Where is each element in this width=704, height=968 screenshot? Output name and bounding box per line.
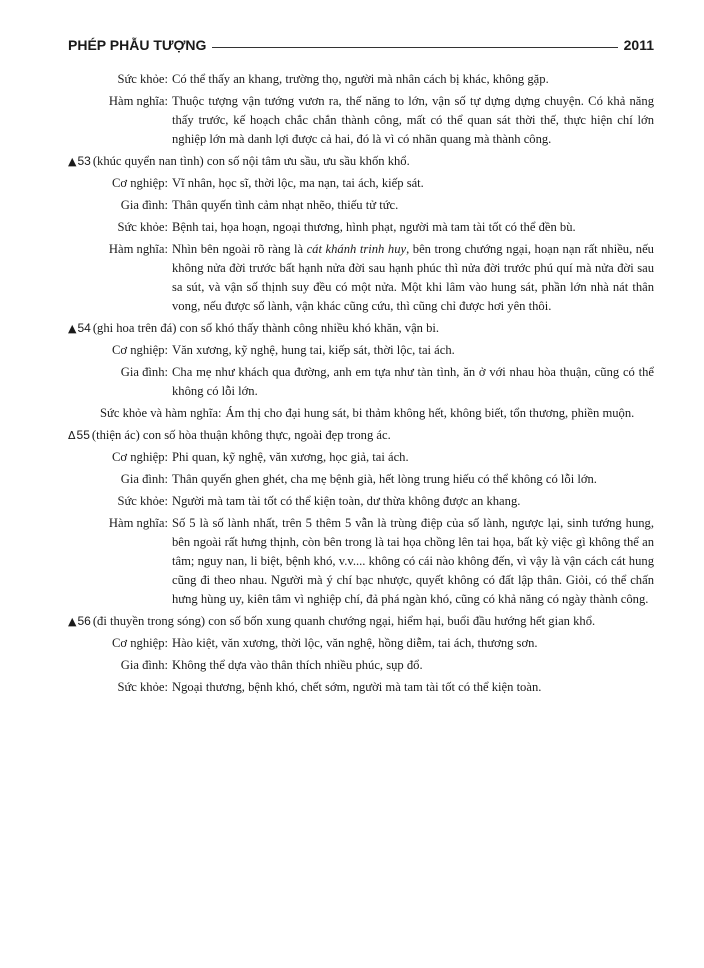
entry-text: Không thể dựa vào thân thích nhiều phúc, sụp đổ. [172, 658, 423, 672]
entry-53-gia-dinh [80, 196, 654, 215]
entry-55-suc-khoe [80, 492, 654, 511]
italic-term: cát khánh trinh huy [306, 242, 407, 256]
entry-label: Cơ nghiệp: [112, 636, 168, 650]
entry-text: Thân quyến tình cảm nhạt nhẽo, thiếu tử tức. [172, 198, 399, 212]
entry-text: Có thể thấy an khang, trường thọ, người mà nhân cách bị khác, không gặp. [172, 72, 549, 86]
entry-label: Hàm nghĩa: [108, 94, 168, 108]
entry-text: Bệnh tai, họa hoạn, ngoại thương, hình phạt, người mà tam tài tốt có thể đền bù. [172, 220, 576, 234]
header-rule [212, 47, 617, 48]
entry-text: Người mà tam tài tốt có thể kiện toàn, dư thừa không được an khang. [172, 494, 521, 508]
entry-54-suc-khoe-ham-nghia [80, 404, 654, 423]
entry-55-gia-dinh [80, 470, 654, 489]
entry-label: Gia đình: [120, 658, 168, 672]
entry-text: Ngoại thương, bệnh khó, chết sớm, người mà tam tài tốt có thể kiện toàn. [172, 680, 542, 694]
entry-text: Cha mẹ như khách qua đường, anh em tựa như tàn tình, ăn ở với nhau hòa thuận, cũng có thể không có lỗi lớn. [172, 365, 654, 398]
entry-label: Gia đình: [120, 198, 168, 212]
entry-55-ham-nghia [80, 514, 654, 609]
entry-label: Gia đình: [120, 365, 168, 379]
text-part: , bên trong chướng ngại, hoạn nạn rất nhiều, nếu không nửa đời trước bất hạnh nửa đời sau hạnh phúc thì nửa đời trước phú quí mà nửa đời sau sa sút, và vận số thịnh suy đều có một nửa. Một khi lâm vào hung sát, phần lớn nhà nát thân vong, nếu được số lành, vận khác cũng cứu, thì cũng chỉ được hơi yên thôi. [172, 242, 654, 313]
entry-label: Cơ nghiệp: [112, 176, 168, 190]
entry-54-gia-dinh [80, 363, 654, 401]
entry-label: Hàm nghĩa: [108, 242, 168, 256]
number-heading-56 [68, 612, 654, 631]
triangle-marker-icon: ▲ [68, 322, 77, 335]
entry-55-co-nghiep [80, 448, 654, 467]
running-header [68, 34, 654, 56]
entry-label: Sức khỏe: [117, 494, 168, 508]
entry-text: Thuộc tượng vận tướng vươn ra, thế năng to lớn, vận số tự dựng dựng chuyện. Có khả năng thấy trước, kế hoạch chắc chắn thành công, mất có thể quan sát thời thế, thực hiện chí lớn nghiệp lớn mà danh lợi được cả hai, đó là vì có nhãn quang mà thành công. [172, 94, 654, 146]
entry-text: Số 5 là số lành nhất, trên 5 thêm 5 vẫn là trùng điệp của số lành, ngược lại, sinh tướng hung, bên ngoài rất hưng thịnh, còn bên trong là tai họa chồng lên tai họa, bất kỳ việc gì không thể an tâm; nguy nan, li biệt, bệnh khó, v.v.... không có cái nào không đến, vì vậy là vận cách cát hung cũng đi theo nhau. Người mà ý chí bạc nhược, quyết không có đất lập thân. Giỏi, có thể chấn hưng hùng uy, kiên tâm vì nghiệp chí, đả phá ngàn khó, cũng có khả năng có ngày thành công. [172, 516, 654, 606]
triangle-marker-icon: ▲ [68, 155, 77, 168]
entry-label: Sức khỏe: [117, 72, 168, 86]
entry-label: Hàm nghĩa: [108, 516, 168, 530]
heading-number: 54 [77, 321, 91, 335]
entry-56-co-nghiep [80, 634, 654, 653]
text-part: Nhìn bên ngoài rõ ràng là [172, 242, 307, 256]
number-heading-54 [68, 319, 654, 338]
triangle-outline-marker-icon: Δ [68, 429, 76, 442]
number-heading-55 [68, 426, 654, 445]
entry-text: Vĩ nhân, học sĩ, thời lộc, ma nạn, tai ách, kiếp sát. [172, 176, 424, 190]
entry-56-gia-dinh [80, 656, 654, 675]
entry-54-co-nghiep [80, 341, 654, 360]
triangle-marker-icon: ▲ [68, 615, 77, 628]
heading-text: (đi thuyền trong sóng) con số bốn xung quanh chướng ngại, hiểm hại, buổi đầu hướng hết gian khổ. [92, 614, 596, 628]
entry-56-suc-khoe [80, 678, 654, 697]
entry-53-co-nghiep [80, 174, 654, 193]
heading-number: 56 [77, 614, 91, 628]
entry-label: Sức khỏe: [117, 220, 168, 234]
entry-label: Cơ nghiệp: [112, 343, 168, 357]
entry-53-suc-khoe [80, 218, 654, 237]
entry-text: Ám thị cho đại hung sát, bi thảm không hết, không biết, tổn thương, phiền muộn. [225, 406, 635, 420]
entry-53-ham-nghia [80, 240, 654, 316]
entry-text: Hào kiệt, văn xương, thời lộc, văn nghệ, hồng diễm, tai ách, thương sơn. [172, 636, 538, 650]
entry-text: Văn xương, kỹ nghệ, hung tai, kiếp sát, thời lộc, tai ách. [172, 343, 455, 357]
intro-ham-nghia [80, 92, 654, 149]
entry-text: Thân quyến ghen ghét, cha mẹ bệnh già, hết lòng trung hiếu có thể không có lỗi lớn. [172, 472, 597, 486]
entry-label: Cơ nghiệp: [112, 450, 168, 464]
heading-number: 53 [77, 154, 91, 168]
chapter-title: PHÉP PHẪU TƯỢNG [68, 37, 207, 53]
entry-text: Phi quan, kỹ nghệ, văn xương, học giả, tai ách. [172, 450, 409, 464]
intro-suc-khoe [80, 70, 654, 89]
heading-number: 55 [76, 428, 90, 442]
entry-label: Sức khỏe và hàm nghĩa: [100, 406, 222, 420]
heading-text: (thiện ác) con số hòa thuận không thực, ngoài đẹp trong ác. [91, 428, 391, 442]
entry-label: Sức khỏe: [117, 680, 168, 694]
number-heading-53 [68, 152, 654, 171]
heading-text: (khúc quyển nan tình) con số nội tâm ưu sầu, ưu sầu khốn khổ. [92, 154, 410, 168]
entry-text [172, 240, 654, 316]
heading-text: (ghi hoa trên đá) con số khó thấy thành công nhiều khó khăn, vận bi. [92, 321, 440, 335]
page-number: 2011 [623, 37, 654, 53]
entry-label: Gia đình: [120, 472, 168, 486]
page-content [68, 70, 654, 700]
